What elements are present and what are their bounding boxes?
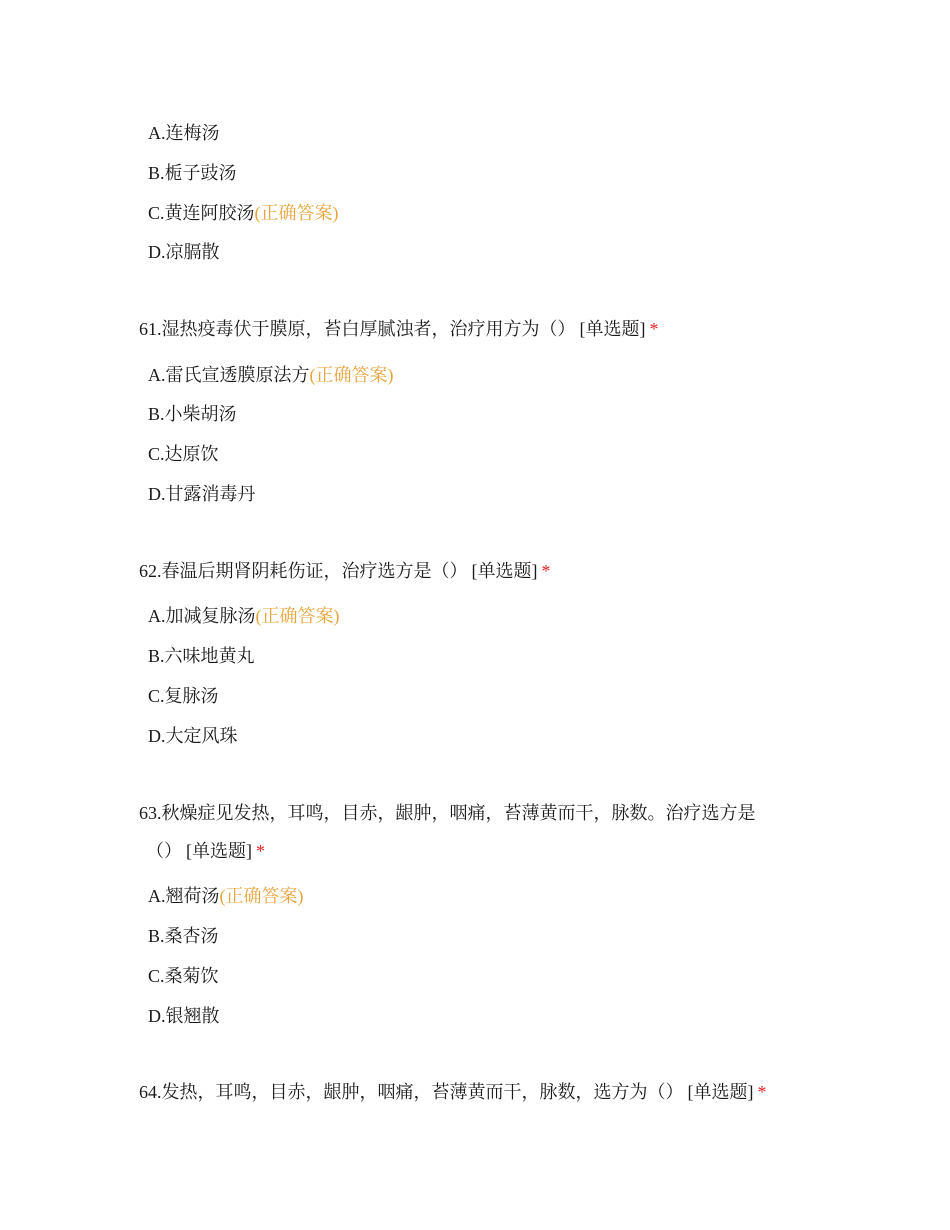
- correct-answer-tag: (正确答案): [254, 203, 339, 223]
- option-b[interactable]: [148, 402, 237, 426]
- question-type: [单选题]: [579, 319, 646, 339]
- option-d[interactable]: [148, 240, 220, 264]
- option-label: A.翘荷汤: [148, 886, 220, 906]
- question-64-title: [139, 1080, 767, 1104]
- option-label: A.加减复脉汤: [148, 606, 256, 626]
- option-label: D.大定风珠: [148, 726, 238, 746]
- option-label: C.复脉汤: [148, 686, 219, 706]
- option-c[interactable]: [148, 964, 219, 988]
- question-text: 62.春温后期肾阴耗伤证，治疗选方是（）: [139, 561, 468, 581]
- question-63-title: [139, 801, 756, 825]
- question-63-title-cont: [146, 839, 265, 863]
- option-label: B.桑杏汤: [148, 926, 219, 946]
- option-c[interactable]: [148, 684, 219, 708]
- required-mark: *: [256, 841, 265, 861]
- option-label: C.桑菊饮: [148, 966, 219, 986]
- question-61-title: [139, 317, 659, 341]
- question-text: 64.发热，耳鸣，目赤，龈肿，咽痛，苔薄黄而干，脉数，选方为（）: [139, 1082, 684, 1102]
- option-label: B.六味地黄丸: [148, 646, 255, 666]
- option-a[interactable]: [148, 121, 220, 145]
- required-mark: *: [541, 561, 551, 581]
- option-d[interactable]: [148, 482, 256, 506]
- question-type: [单选题]: [471, 561, 538, 581]
- question-text: 61.湿热疫毒伏于膜原，苔白厚腻浊者，治疗用方为（）: [139, 319, 576, 339]
- option-d[interactable]: [148, 724, 238, 748]
- question-text: 63.秋燥症见发热，耳鸣，目赤，龈肿，咽痛，苔薄黄而干，脉数。治疗选方是: [139, 803, 756, 823]
- question-text: （）: [146, 841, 182, 861]
- option-label: C.黄连阿胶汤: [148, 203, 255, 223]
- option-b[interactable]: [148, 924, 219, 948]
- option-b[interactable]: [148, 161, 237, 185]
- correct-answer-tag: (正确答案): [309, 365, 394, 385]
- option-a[interactable]: [148, 604, 340, 628]
- option-b[interactable]: [148, 644, 255, 668]
- required-mark: *: [649, 319, 659, 339]
- correct-answer-tag: (正确答案): [255, 606, 340, 626]
- question-type: [单选题]: [186, 841, 252, 861]
- option-a[interactable]: [148, 884, 304, 908]
- required-mark: *: [757, 1082, 767, 1102]
- question-62-title: [139, 559, 551, 583]
- option-label: A.连梅汤: [148, 123, 220, 143]
- question-type: [单选题]: [687, 1082, 754, 1102]
- option-label: D.甘露消毒丹: [148, 484, 256, 504]
- option-a[interactable]: [148, 363, 394, 387]
- option-label: D.凉膈散: [148, 242, 220, 262]
- option-label: A.雷氏宣透膜原法方: [148, 365, 310, 385]
- correct-answer-tag: (正确答案): [219, 886, 304, 906]
- option-c[interactable]: [148, 442, 219, 466]
- option-label: C.达原饮: [148, 444, 219, 464]
- option-label: B.栀子豉汤: [148, 163, 237, 183]
- option-c[interactable]: [148, 201, 339, 225]
- option-d[interactable]: [148, 1004, 220, 1028]
- option-label: B.小柴胡汤: [148, 404, 237, 424]
- option-label: D.银翘散: [148, 1006, 220, 1026]
